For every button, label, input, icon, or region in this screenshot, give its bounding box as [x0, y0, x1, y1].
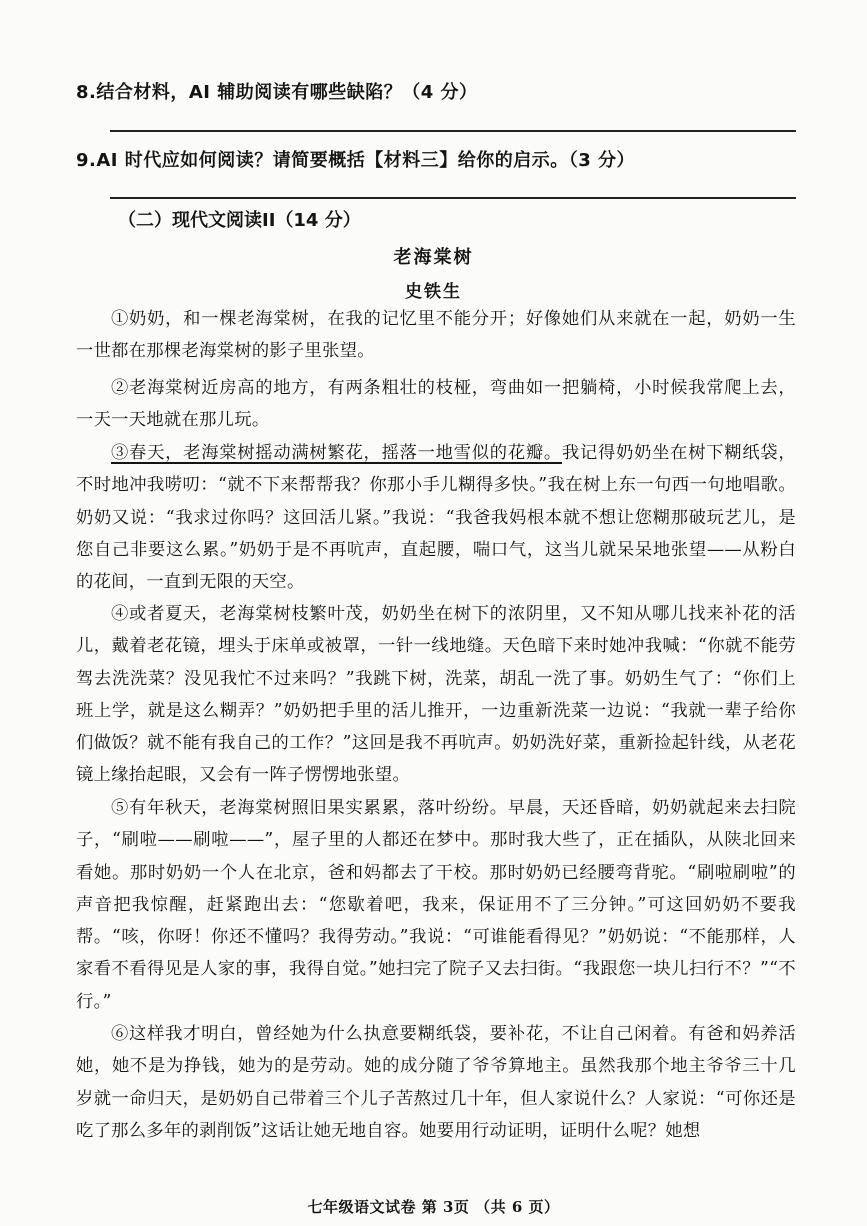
paragraph-3-rest: 我记得奶奶坐在树下糊纸袋，不时地冲我唠叨：“就不下来帮帮我？你那小手儿糊得多快。”我在树上东一句西一句地唱歌。奶奶又说：“我求过你吗？这回活儿紧。”我说：“我爸我妈根本就不想让您糊那破玩艺儿，是您自己非要这么累。”奶奶于是不再吭声，直起腰，喘口气，这当儿就呆呆地张望——从粉白的花间，一直到无限的天空。: [76, 443, 796, 593]
paragraph-3: [76, 437, 796, 598]
paragraph-5: ⑤有年秋天，老海棠树照旧果实累累，落叶纷纷。早晨，天还昏暗，奶奶就起来去扫院子，“刷啦——刷啦——”，屋子里的人都还在梦中。那时我大些了，正在插队，从陕北回来看她。那时奶奶一个人在北京，爸和妈都去了干校。那时奶奶已经腰弯背驼。“刷啦刷啦”的声音把我惊醒，赶紧跑出去：“您歇着吧，我来，保证用不了三分钟。”可这回奶奶不要我帮。“咳，你呀！你还不懂吗？我得劳动。”我说：“可谁能看得见？”奶奶说：“不能那样，人家看不看得见是人家的事，我得自觉。”她扫完了院子又去扫街。“我跟您一块儿扫行不？”“不行。”: [76, 798, 796, 1012]
article-author: 史铁生: [405, 282, 462, 302]
underlined-sentence: ③春天，老海棠树摇动满树繁花，摇落一地雪似的花瓣。: [111, 443, 562, 463]
paragraph-2: ②老海棠树近房高的地方，有两条粗壮的枝桠，弯曲如一把躺椅，小时候我常爬上去，一天一天地就在那儿玩。: [76, 378, 796, 431]
page-footer: 七年级语文试卷 第 3页 （共 6 页）: [307, 1198, 560, 1216]
question-9: 9.AI 时代应如何阅读？请简要概括【材料三】给你的启示。（3 分）: [76, 150, 636, 171]
paragraph-6: ⑥这样我才明白，曾经她为什么执意要糊纸袋，要补花，不让自己闲着。有爸和妈养活她，她不是为挣钱，她为的是劳动。她的成分随了爷爷算地主。虽然我那个地主爷爷三十几岁就一命归天，是奶奶自己带着三个儿子苦熬过几十年，但人家说什么？人家说：“可你还是吃了那么多年的剥削饭”这话让她无地自容。她要用行动证明，证明什么呢？她想: [76, 1024, 796, 1141]
section-heading: （二）现代文阅读II（14 分）: [118, 210, 361, 231]
answer-line-8: [110, 130, 796, 132]
article-title: 老海棠树: [393, 247, 474, 268]
paragraph-1: ①奶奶，和一棵老海棠树，在我的记忆里不能分开；好像她们从来就在一起，奶奶一生一世都在那棵老海棠树的影子里张望。: [76, 309, 796, 362]
paragraph-4: ④或者夏天，老海棠树枝繁叶茂，奶奶坐在树下的浓阴里，又不知从哪儿找来补花的活儿，戴着老花镜，埋头于床单或被罩，一针一线地缝。天色暗下来时她冲我喊：“你就不能劳驾去洗洗菜？没见我忙不过来吗？”我跳下树，洗菜，胡乱一洗了事。奶奶生气了：“你们上班上学，就是这么糊弄？”奶奶把手里的活儿推开，一边重新洗菜一边说：“我就一辈子给你们做饭？就不能有我自己的工作？”这回是我不再吭声。奶奶洗好菜，重新捡起针线，从老花镜上缘抬起眼，又会有一阵子愣愣地张望。: [76, 604, 796, 786]
answer-line-9: [110, 197, 796, 199]
question-8: 8.结合材料，AI 辅助阅读有哪些缺陷？（4 分）: [76, 82, 478, 103]
